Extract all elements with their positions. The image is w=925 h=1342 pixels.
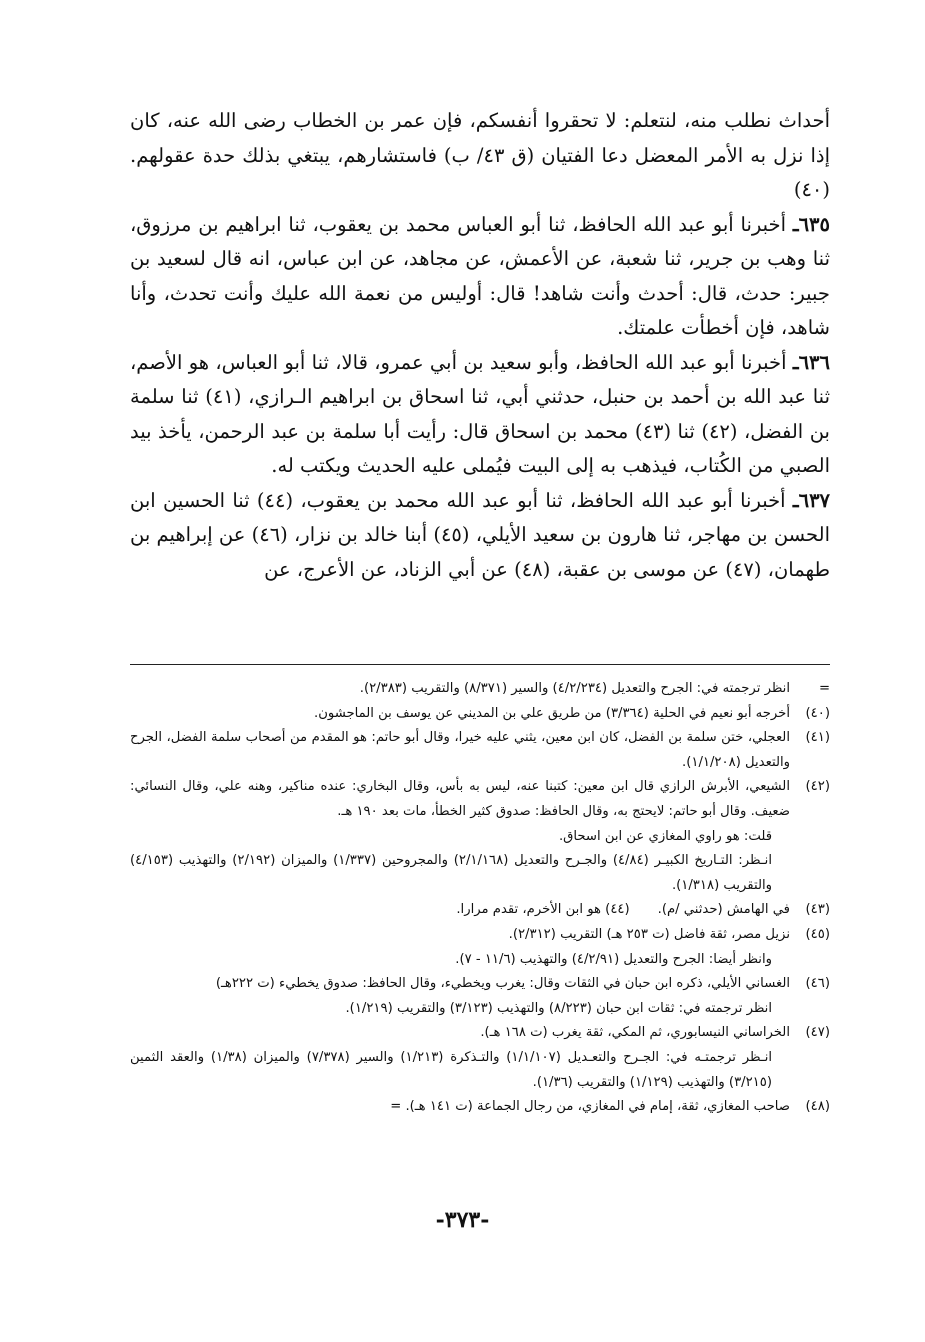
footnote-text: الشيعي، الأبرش الرازي قال ابن معين: كتبنا عنه، ليس به بأس، وقال البخاري: عنده مناكير، وهنه علي، وقال النسائي: ضعيف. وقال أبو حاتم: لايحتج به، وقال الحافظ: صدوق كثير الخطأ، مات بعد ١٩٠ هـ. [130, 779, 790, 819]
footnote-40 [130, 702, 830, 727]
footnote-45 [130, 923, 830, 972]
footnote-text: نزيل مصر، ثقة فاضل (ت ٢٥٣ هـ) التقريب (٢/٣١٢). [508, 926, 790, 942]
footnote-number: (٤٠) [805, 705, 830, 721]
footnotes [130, 677, 830, 1120]
footnote-46 [130, 972, 830, 1021]
hadith-number: ٦٣٦ـ [792, 350, 830, 374]
footnote-number: (٤١) [805, 730, 830, 746]
footnote-text: الغساني الأيلي، ذكره ابن حبان في الثقات وقال: يغرب ويخطيء، وقال الحافظ: صدوق يخطيء (ت ٢٢٢هـ) [215, 976, 790, 992]
hadith-637 [130, 484, 830, 588]
footnote-44-text: هو ابن الأخرم، تقدم مرارا. [456, 902, 601, 918]
footnote-44-number: (٤٤) [605, 902, 630, 918]
footnote-47 [130, 1021, 830, 1095]
footnote-42 [130, 775, 830, 898]
footnote-text: العجلي، ختن سلمة بن الفضل، كان ابن معين، يثني عليه خيرا، وقال أبو حاتم: هو المقدم من أصحاب سلمة الفضل، الجرح والتعديل (١/١/٢٠٨). [130, 730, 790, 770]
footnote-text: الخراساني النيسابوري، ثم المكي، ثقة يغرب (ت ١٦٨ هـ). [480, 1025, 790, 1041]
hadith-635 [130, 208, 830, 346]
footnote-number: (٤٦) [805, 976, 830, 992]
footnote-text: أخرجه أبو نعيم في الحلية (٣/٣٦٤) من طريق علي بن المديني عن يوسف بن الماجشون. [314, 705, 790, 721]
footnote-number: (٤٧) [805, 1025, 830, 1041]
footnote-text: انـظر: التـاريخ الكبيـر (٤/٨٤) والجـرح والتعديل (٢/١/١٦٨) والمجروحين (١/٣٣٧) والميزان (٢/١٩٢) والتهذيب (٤/١٥٣) والتقريب (١/٣١٨). [130, 853, 772, 893]
paragraph-text: أخبرنا أبو عبد الله الحافظ، وأبو سعيد بن أبي عمرو، قالا، ثنا أبو العباس، هو الأصم، ثنا عبد الله بن أحمد بن حنبل، حدثني أبي، ثنا اسحاق بن ابراهيم الـرازي، (٤١) ثنا سلمة بن الفضل، (٤٢) ثنا (٤٣) محمد بن اسحاق قال: رأيت أبا سلمة بن عبد الرحمن، يأخذ بيد الصبي من الكُتاب، فيذهب به إلى البيت فيُملى عليه الحديث ويكتب له. [130, 350, 830, 477]
page-number: -٣٧٣- [435, 1207, 490, 1233]
paragraph-text: أخبرنا أبو عبد الله الحافظ، ثنا أبو العباس محمد بن يعقوب، ثنا ابراهيم بن مرزوق، ثنا وهب بن جرير، ثنا شعبة، عن الأعمش، عن مجاهد، عن ابن عباس، انه قال لسعيد بن جبير: حدث، قال: أحدث وأنت شاهد! قال: أوليس من نعمة الله عليك وأنت تحدث، وأنا شاهد، فإن أخطأت علمتك. [130, 212, 830, 339]
hadith-number: ٦٣٧ـ [792, 488, 831, 512]
footnote-48 [130, 1095, 830, 1120]
footnote-text: وانظر أيضا: الجرح والتعديل (٤/٢/٩١) والتهذيب (١١/٦ - ٧). [455, 951, 772, 967]
main-text [130, 104, 830, 587]
footnote-divider [130, 664, 830, 665]
footnote-text: انظر ترجمته في: ثقات ابن حبان (٨/٢٢٣) والتهذيب (٣/١٢٣) والتقريب (١/٢١٩). [345, 1000, 772, 1016]
hadith-number: ٦٣٥ـ [792, 212, 830, 236]
footnote-text [130, 898, 790, 923]
paragraph-text: أخبرنا أبو عبد الله الحافظ، ثنا أبو عبد الله محمد بن يعقوب، (٤٤) ثنا الحسين ابن الحسن بن مهاجر، ثنا هارون بن سعيد الأيلي، (٤٥) أبنا خالد بن نزار، (٤٦) عن إبراهيم بن طهمان، (٤٧) عن موسى بن عقبة، (٤٨) عن أبي الزناد، عن الأعرج، عن [130, 488, 831, 581]
footnote-43-44 [130, 898, 830, 923]
footnote-mark: = [818, 681, 830, 696]
footnote-number: (٤٨) [805, 1099, 830, 1115]
footnote-text: انظر ترجمته في: الجرح والتعديل (٤/٢/٢٣٤) والسير (٨/٣٧١) والتقريب (٢/٣٨٣). [359, 681, 790, 696]
footnote-text: صاحب المغازي، ثقة، إمام في المغازي، من رجال الجماعة (ت ١٤١ هـ). = [390, 1099, 790, 1115]
footnote-carryover [130, 677, 830, 702]
hadith-636 [130, 346, 830, 484]
footnote-number: (٤٢) [805, 779, 830, 795]
footnote-text: انـظر ترجمتـه في: الجـرح والتعـديل (١/١/١٠٧) والتـذكرة (١/٢١٣) والسير (٧/٣٧٨) والميزان (١/٣٨) والعقد الثمين (٣/٢١٥) والتهذيب (١/١٢٩) والتقريب (١/٣٦). [130, 1049, 773, 1090]
footnote-41 [130, 726, 830, 775]
footnote-text: قلت: هو راوي المغازي عن ابن اسحاق. [558, 828, 772, 844]
paragraph-continuation [130, 104, 830, 208]
footnote-43-text: في الهامش (حدثني /م). [657, 902, 790, 918]
paragraph-text: أحداث نطلب منه، لنتعلم: لا تحقروا أنفسكم، فإن عمر بن الخطاب رضى الله عنه، كان إذا نزل به الأمر المعضل دعا الفتيان (ق ٤٣/ ب) فاستشارهم، يبتغي بذلك حدة عقولهم. (٤٠) [130, 109, 830, 201]
footnote-number: (٤٣) [805, 902, 830, 918]
footnote-number: (٤٥) [805, 926, 830, 942]
